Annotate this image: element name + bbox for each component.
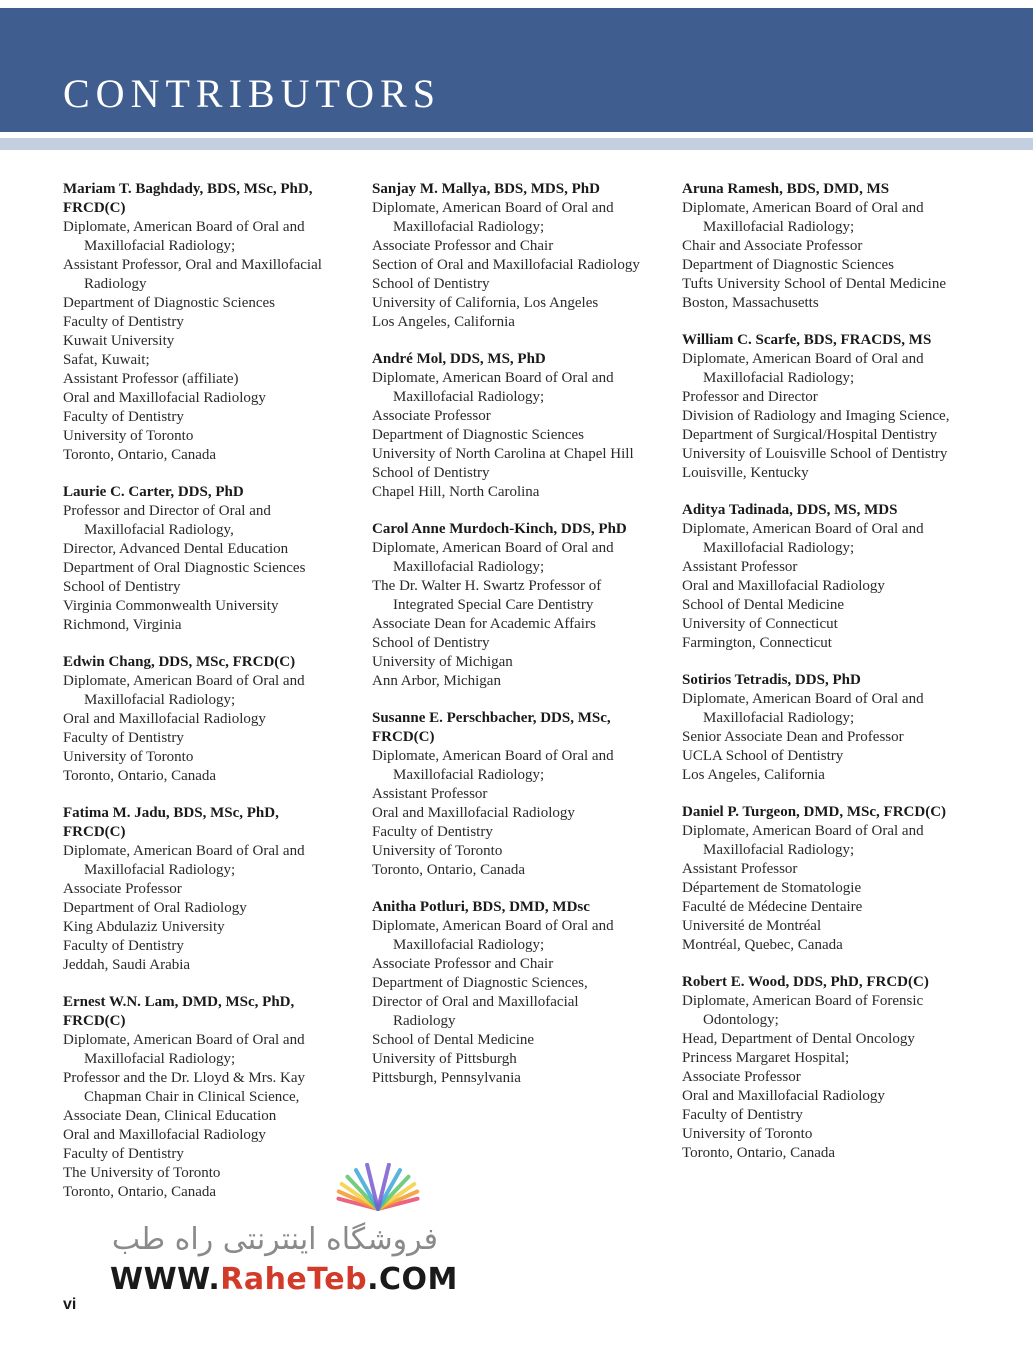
contributor-name: Ernest W.N. Lam, DMD, MSc, PhD, [63, 994, 295, 1010]
affiliation-line: Maxillofacial Radiology; [393, 559, 545, 575]
affiliation-line: Associate Professor and Chair [372, 238, 554, 254]
affiliation-line: Virginia Commonwealth University [63, 598, 279, 614]
affiliation-line: Maxillofacial Radiology; [84, 692, 236, 708]
affiliation-line: Tufts University School of Dental Medicine [682, 276, 947, 292]
contributors-column-1 [63, 180, 363, 1220]
affiliation-line: Chapel Hill, North Carolina [372, 484, 540, 500]
affiliation-line: Diplomate, American Board of Oral and [63, 219, 305, 235]
affiliation-line: Toronto, Ontario, Canada [372, 862, 526, 878]
contributor-name: Aruna Ramesh, BDS, DMD, MS [682, 181, 890, 197]
contributor-entry [63, 993, 363, 1202]
contributor-entry [63, 483, 363, 635]
contributor-name: FRCD(C) [63, 824, 126, 840]
contributor-entry [372, 180, 672, 332]
affiliation-line: Los Angeles, California [372, 314, 515, 330]
affiliation-line: Diplomate, American Board of Oral and [63, 843, 305, 859]
affiliation-line: Department of Diagnostic Sciences [372, 427, 585, 443]
contributor-entry [372, 898, 672, 1088]
affiliation-line: Oral and Maxillofacial Radiology [682, 1088, 885, 1104]
affiliation-line: Assistant Professor [682, 861, 798, 877]
affiliation-line: Diplomate, American Board of Oral and [63, 1032, 305, 1048]
contributor-entry [372, 709, 672, 880]
affiliation-line: Assistant Professor [372, 786, 488, 802]
watermark-persian-text: فروشگاه اینترنتی راه طب [111, 1222, 438, 1257]
contributor-entry [372, 350, 672, 502]
affiliation-line: Department of Diagnostic Sciences, [372, 975, 588, 991]
contributor-name: Anitha Potluri, BDS, DMD, MDsc [372, 899, 590, 915]
affiliation-line: Department of Surgical/Hospital Dentistry [682, 427, 938, 443]
contributor-name: Laurie C. Carter, DDS, PhD [63, 484, 244, 500]
affiliation-line: University of Toronto [682, 1126, 813, 1142]
book-logo-icon [322, 1163, 434, 1213]
contributor-entry [682, 180, 982, 313]
affiliation-line: Department of Diagnostic Sciences [682, 257, 895, 273]
affiliation-line: Diplomate, American Board of Oral and [682, 521, 924, 537]
affiliation-line: Université de Montréal [682, 918, 822, 934]
contributor-name: Mariam T. Baghdady, BDS, MSc, PhD, [63, 181, 313, 197]
affiliation-line: Faculty of Dentistry [372, 824, 493, 840]
affiliation-line: University of Toronto [372, 843, 503, 859]
affiliation-line: Diplomate, American Board of Oral and [372, 200, 614, 216]
affiliation-line: Faculty of Dentistry [682, 1107, 803, 1123]
affiliation-line: Maxillofacial Radiology; [703, 842, 855, 858]
affiliation-line: Maxillofacial Radiology; [393, 767, 545, 783]
affiliation-line: Maxillofacial Radiology; [703, 540, 855, 556]
affiliation-line: Faculty of Dentistry [63, 314, 184, 330]
affiliation-line: Director of Oral and Maxillofacial [372, 994, 579, 1010]
affiliation-line: Professor and Director [682, 389, 818, 405]
affiliation-line: Director, Advanced Dental Education [63, 541, 289, 557]
affiliation-line: Professor and the Dr. Lloyd & Mrs. Kay [63, 1070, 306, 1086]
affiliation-line: Kuwait University [63, 333, 175, 349]
affiliation-line: UCLA School of Dentistry [682, 748, 844, 764]
affiliation-line: School of Dentistry [372, 635, 490, 651]
affiliation-line: Diplomate, American Board of Oral and [372, 748, 614, 764]
affiliation-line: The Dr. Walter H. Swartz Professor of [372, 578, 602, 594]
affiliation-line: University of Connecticut [682, 616, 838, 632]
affiliation-line: Farmington, Connecticut [682, 635, 832, 651]
affiliation-line: Integrated Special Care Dentistry [393, 597, 594, 613]
affiliation-line: Toronto, Ontario, Canada [682, 1145, 836, 1161]
affiliation-line: Division of Radiology and Imaging Science, [682, 408, 950, 424]
affiliation-line: Faculty of Dentistry [63, 730, 184, 746]
affiliation-line: Diplomate, American Board of Oral and [682, 823, 924, 839]
affiliation-line: Maxillofacial Radiology; [84, 862, 236, 878]
affiliation-line: Radiology [393, 1013, 456, 1029]
affiliation-line: Pittsburgh, Pennsylvania [372, 1070, 521, 1086]
affiliation-line: Maxillofacial Radiology; [393, 937, 545, 953]
affiliation-line: School of Dentistry [372, 465, 490, 481]
contributor-entry [682, 501, 982, 653]
affiliation-line: Associate Dean for Academic Affairs [372, 616, 596, 632]
affiliation-line: Diplomate, American Board of Oral and [63, 673, 305, 689]
affiliation-line: Département de Stomatologie [682, 880, 862, 896]
affiliation-line: School of Dentistry [372, 276, 490, 292]
affiliation-line: Faculty of Dentistry [63, 1146, 184, 1162]
affiliation-line: Associate Dean, Clinical Education [63, 1108, 277, 1124]
affiliation-line: Los Angeles, California [682, 767, 825, 783]
affiliation-line: Diplomate, American Board of Oral and [372, 540, 614, 556]
affiliation-line: Faculté de Médecine Dentaire [682, 899, 863, 915]
affiliation-line: School of Dental Medicine [372, 1032, 535, 1048]
contributor-entry [682, 803, 982, 955]
affiliation-line: Faculty of Dentistry [63, 409, 184, 425]
watermark-url-brand: RaheTeb [220, 1262, 368, 1297]
affiliation-line: School of Dental Medicine [682, 597, 845, 613]
affiliation-line: Oral and Maxillofacial Radiology [682, 578, 885, 594]
affiliation-line: Oral and Maxillofacial Radiology [63, 1127, 266, 1143]
affiliation-line: Faculty of Dentistry [63, 938, 184, 954]
contributor-name: Robert E. Wood, DDS, PhD, FRCD(C) [682, 974, 929, 990]
affiliation-line: Richmond, Virginia [63, 617, 182, 633]
affiliation-line: Diplomate, American Board of Oral and [372, 370, 614, 386]
affiliation-line: Diplomate, American Board of Oral and [372, 918, 614, 934]
contributor-entry [682, 973, 982, 1163]
affiliation-line: The University of Toronto [63, 1165, 221, 1181]
contributor-name: FRCD(C) [63, 200, 126, 216]
contributor-entry [682, 671, 982, 785]
affiliation-line: Boston, Massachusetts [682, 295, 819, 311]
affiliation-line: University of Toronto [63, 749, 194, 765]
affiliation-line: Odontology; [703, 1012, 779, 1028]
contributor-name: FRCD(C) [372, 729, 435, 745]
affiliation-line: Safat, Kuwait; [63, 352, 150, 368]
affiliation-line: Maxillofacial Radiology; [703, 710, 855, 726]
affiliation-line: Diplomate, American Board of Oral and [682, 351, 924, 367]
affiliation-line: Maxillofacial Radiology; [703, 219, 855, 235]
affiliation-line: Toronto, Ontario, Canada [63, 1184, 217, 1200]
contributor-name: Sotirios Tetradis, DDS, PhD [682, 672, 861, 688]
watermark-url [110, 1262, 458, 1297]
contributor-name: Aditya Tadinada, DDS, MS, MDS [682, 502, 898, 518]
affiliation-line: Toronto, Ontario, Canada [63, 447, 217, 463]
affiliation-line: Head, Department of Dental Oncology [682, 1031, 915, 1047]
affiliation-line: Maxillofacial Radiology; [84, 1051, 236, 1067]
watermark-url-suffix: .COM [367, 1262, 458, 1297]
watermark-url-prefix: WWW. [110, 1262, 221, 1297]
affiliation-line: Assistant Professor (affiliate) [63, 371, 239, 387]
page-title: CONTRIBUTORS [63, 71, 441, 116]
affiliation-line: Maxillofacial Radiology, [84, 522, 234, 538]
contributor-name: Carol Anne Murdoch-Kinch, DDS, PhD [372, 521, 627, 537]
affiliation-line: Maxillofacial Radiology; [703, 370, 855, 386]
affiliation-line: King Abdulaziz University [63, 919, 225, 935]
affiliation-line: Oral and Maxillofacial Radiology [372, 805, 575, 821]
affiliation-line: University of Michigan [372, 654, 513, 670]
affiliation-line: Maxillofacial Radiology; [84, 238, 236, 254]
affiliation-line: Montréal, Quebec, Canada [682, 937, 843, 953]
affiliation-line: Department of Oral Radiology [63, 900, 247, 916]
affiliation-line: Oral and Maxillofacial Radiology [63, 711, 266, 727]
affiliation-line: Radiology [84, 276, 147, 292]
affiliation-line: Chair and Associate Professor [682, 238, 863, 254]
affiliation-line: University of California, Los Angeles [372, 295, 599, 311]
affiliation-line: Professor and Director of Oral and [63, 503, 271, 519]
contributor-name: André Mol, DDS, MS, PhD [372, 351, 546, 367]
affiliation-line: Louisville, Kentucky [682, 465, 809, 481]
affiliation-line: Senior Associate Dean and Professor [682, 729, 904, 745]
affiliation-line: Associate Professor [372, 408, 491, 424]
affiliation-line: Department of Diagnostic Sciences [63, 295, 276, 311]
contributor-name: Edwin Chang, DDS, MSc, FRCD(C) [63, 654, 296, 670]
page-number: vi [63, 1296, 77, 1313]
contributor-entry [63, 180, 363, 465]
affiliation-line: Assistant Professor [682, 559, 798, 575]
affiliation-line: Associate Professor [63, 881, 182, 897]
contributors-column-3 [682, 180, 982, 1181]
affiliation-line: University of North Carolina at Chapel Hill [372, 446, 634, 462]
contributor-entry [372, 520, 672, 691]
affiliation-line: Assistant Professor, Oral and Maxillofacial [63, 257, 322, 273]
contributor-name: FRCD(C) [63, 1013, 126, 1029]
affiliation-line: University of Toronto [63, 428, 194, 444]
contributor-name: Sanjay M. Mallya, BDS, MDS, PhD [372, 181, 600, 197]
affiliation-line: Section of Oral and Maxillofacial Radiology [372, 257, 640, 273]
contributors-column-2 [372, 180, 672, 1106]
affiliation-line: School of Dentistry [63, 579, 181, 595]
affiliation-line: Diplomate, American Board of Forensic [682, 993, 924, 1009]
affiliation-line: Chapman Chair in Clinical Science, [84, 1089, 300, 1105]
affiliation-line: Ann Arbor, Michigan [372, 673, 501, 689]
affiliation-line: Oral and Maxillofacial Radiology [63, 390, 266, 406]
contributor-name: Susanne E. Perschbacher, DDS, MSc, [372, 710, 611, 726]
affiliation-line: Maxillofacial Radiology; [393, 389, 545, 405]
affiliation-line: Toronto, Ontario, Canada [63, 768, 217, 784]
affiliation-line: Department of Oral Diagnostic Sciences [63, 560, 306, 576]
affiliation-line: Diplomate, American Board of Oral and [682, 691, 924, 707]
affiliation-line: University of Pittsburgh [372, 1051, 517, 1067]
affiliation-line: Associate Professor [682, 1069, 801, 1085]
affiliation-line: Diplomate, American Board of Oral and [682, 200, 924, 216]
contributor-name: Daniel P. Turgeon, DMD, MSc, FRCD(C) [682, 804, 947, 820]
contributor-entry [63, 653, 363, 786]
affiliation-line: Jeddah, Saudi Arabia [63, 957, 191, 973]
affiliation-line: Princess Margaret Hospital; [682, 1050, 850, 1066]
header-stripe [0, 138, 1033, 150]
affiliation-line: University of Louisville School of Dentistry [682, 446, 948, 462]
contributor-name: William C. Scarfe, BDS, FRACDS, MS [682, 332, 932, 348]
affiliation-line: Maxillofacial Radiology; [393, 219, 545, 235]
contributor-name: Fatima M. Jadu, BDS, MSc, PhD, [63, 805, 279, 821]
affiliation-line: Associate Professor and Chair [372, 956, 554, 972]
contributor-entry [63, 804, 363, 975]
contributor-entry [682, 331, 982, 483]
